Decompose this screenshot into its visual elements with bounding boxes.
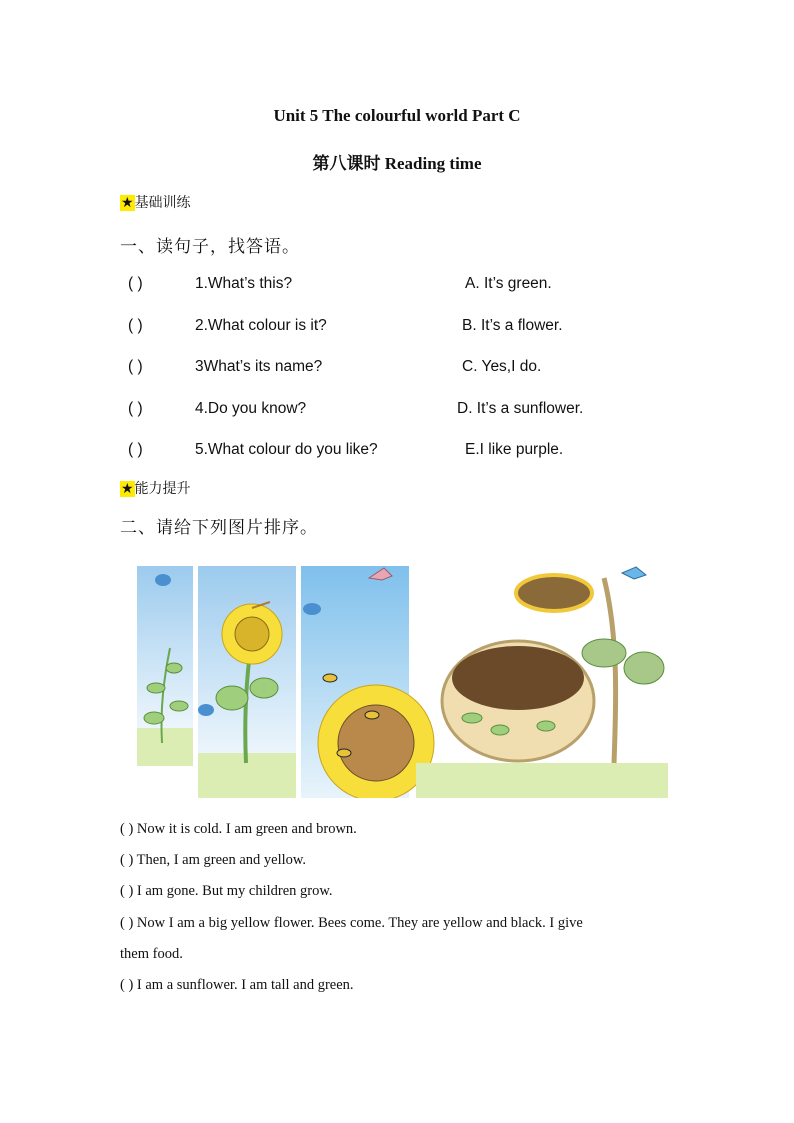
question-5: 5.What colour do you like?: [195, 441, 378, 458]
star-icon: ★: [121, 481, 134, 497]
sentence-4-continued: [120, 946, 183, 963]
answer-a: A. It’s green.: [465, 275, 552, 292]
answer-d: D. It’s a sunflower.: [457, 400, 584, 417]
order-blank-1[interactable]: ( ): [120, 821, 134, 837]
section1-heading: 一、读句子，找答语。: [120, 237, 300, 257]
sentence-4-text: Now I am a big yellow flower. Bees come. They are yellow and black. I give: [136, 915, 583, 931]
order-blank-3[interactable]: ( ): [120, 883, 134, 899]
sentence-2: [120, 852, 306, 869]
question-4: 4.Do you know?: [195, 400, 307, 417]
sentence-3-text: I am gone. But my children grow.: [136, 883, 333, 899]
question-3: 3What’s its name?: [195, 358, 323, 375]
panel-3-bees: [301, 566, 434, 798]
section1-badge-label: 基础训练: [134, 195, 191, 211]
order-blank-4[interactable]: ( ): [120, 915, 134, 931]
sentence-1-text: Now it is cold. I am green and brown.: [136, 821, 357, 837]
section2-badge: [120, 478, 191, 498]
answer-b: B. It’s a flower.: [462, 317, 563, 334]
sentence-5-text: I am a sunflower. I am tall and green.: [136, 977, 354, 993]
panel-2-tall-flower: [198, 566, 296, 798]
section2-badge-label: 能力提升: [134, 481, 191, 497]
question-1: 1.What’s this?: [195, 275, 293, 292]
order-blank-2[interactable]: ( ): [120, 852, 134, 868]
sentence-2-text: Then, I am green and yellow.: [136, 852, 307, 868]
star-icon: ★: [121, 195, 134, 211]
panel-1-seedling: [137, 566, 193, 766]
panel-4-seeds: [416, 567, 668, 798]
sentence-1: [120, 821, 357, 838]
page-subtitle: 第八课时 Reading time: [312, 154, 482, 173]
sunflower-lifecycle-illustration: [134, 558, 668, 798]
answer-blank-4[interactable]: ( ): [128, 400, 143, 417]
sentence-3: [120, 883, 333, 900]
page-title: Unit 5 The colourful world Part C: [273, 106, 521, 125]
sentence-4: [120, 915, 583, 932]
answer-blank-5[interactable]: ( ): [128, 441, 143, 458]
answer-blank-2[interactable]: ( ): [128, 317, 143, 334]
section2-heading: 二、请给下列图片排序。: [120, 518, 318, 538]
sentence-4-continued-text: them food.: [120, 946, 183, 962]
section1-badge: [120, 192, 191, 212]
answer-blank-1[interactable]: ( ): [128, 275, 143, 292]
order-blank-5[interactable]: ( ): [120, 977, 134, 993]
answer-c: C. Yes,I do.: [462, 358, 542, 375]
answer-blank-3[interactable]: ( ): [128, 358, 143, 375]
answer-e: E.I like purple.: [465, 441, 564, 458]
question-2: 2.What colour is it?: [195, 317, 327, 334]
sentence-5: [120, 977, 354, 994]
